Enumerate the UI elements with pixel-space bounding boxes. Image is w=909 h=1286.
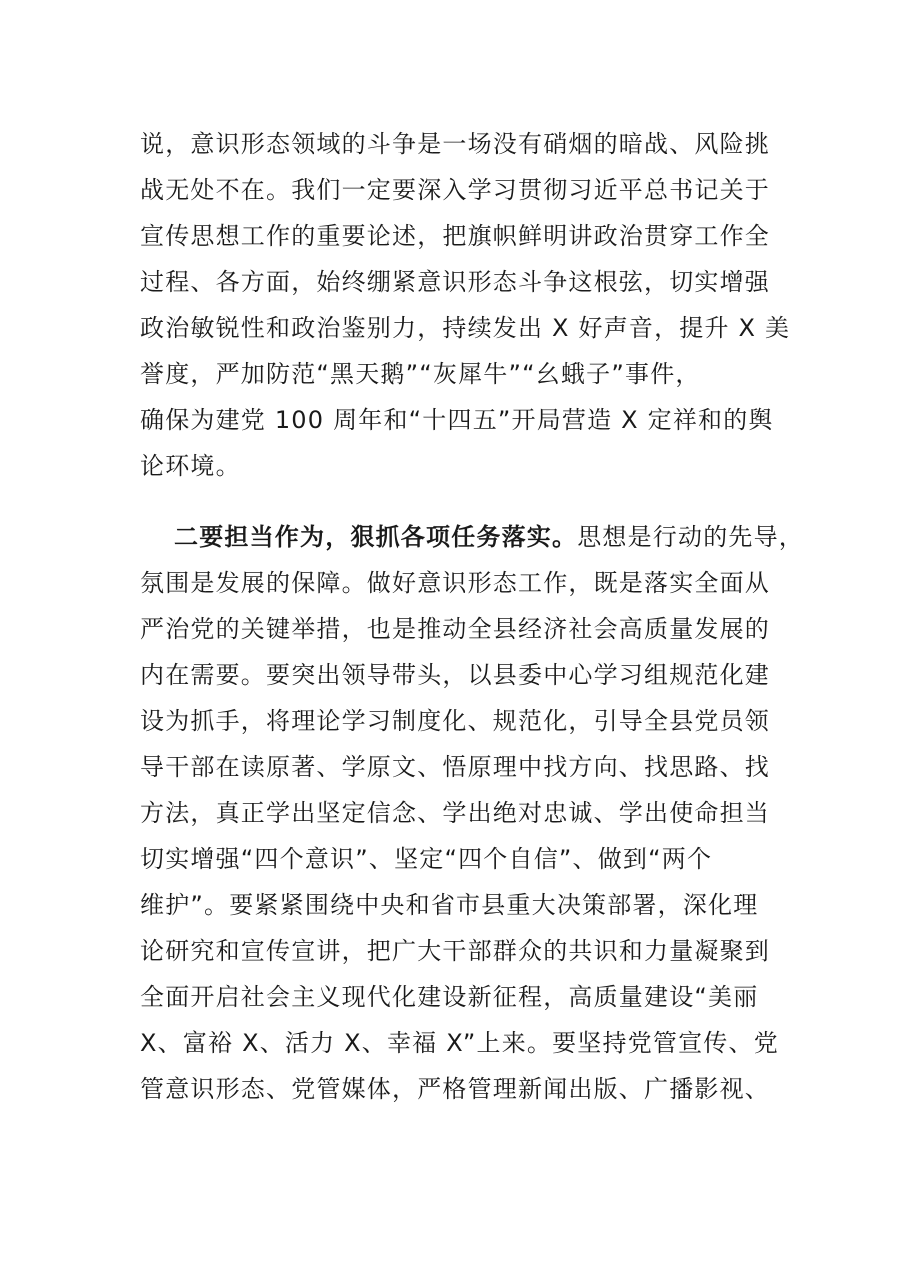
text-line: 管意识形态、党管媒体，严格管理新闻出版、广播影视、 xyxy=(140,1075,770,1103)
text-line: 严治党的关键举措，也是推动全县经济社会高质量发展的 xyxy=(140,615,770,643)
text-line: 氛围是发展的保障。做好意识形态工作，既是落实全面从 xyxy=(140,569,770,597)
text-line: 方法，真正学出坚定信念、学出绝对忠诚、学出使命担当 xyxy=(140,799,770,827)
text-line: 过程、各方面，始终绷紧意识形态斗争这根弦，切实增强 xyxy=(140,268,770,296)
text-line: 确保为建党 100 周年和“十四五”开局营造 X 定祥和的舆 xyxy=(140,406,774,434)
text-line: X、富裕 X、活力 X、幸福 X”上来。要坚持党管宣传、党 xyxy=(140,1029,779,1057)
text-line: 维护”。要紧紧围绕中央和省市县重大决策部署，深化理 xyxy=(140,891,759,919)
text-span: 思想是行动的先导， xyxy=(577,523,805,551)
text-line: 内在需要。要突出领导带头，以县委中心学习组规范化建 xyxy=(140,661,770,689)
text-line: 导干部在读原著、学原文、悟原理中找方向、找思路、找 xyxy=(140,753,770,781)
text-line: 说，意识形态领域的斗争是一场没有硝烟的暗战、风险挑 xyxy=(140,130,770,158)
text-line: 设为抓手，将理论学习制度化、规范化，引导全县党员领 xyxy=(140,707,770,735)
text-line: 论研究和宣传宣讲，把广大干部群众的共识和力量凝聚到 xyxy=(140,937,770,965)
text-line: 切实增强“四个意识”、坚定“四个自信”、做到“两个 xyxy=(140,845,713,873)
paragraph-heading: 二要担当作为，狠抓各项任务落实。 xyxy=(174,523,578,551)
paragraph-first-line xyxy=(174,517,814,557)
text-line: 宣传思想工作的重要论述，把旗帜鲜明讲政治贯穿工作全 xyxy=(140,222,770,250)
text-line: 政治敏锐性和政治鉴别力，持续发出 X 好声音，提升 X 美 xyxy=(140,314,791,342)
text-line: 全面开启社会主义现代化建设新征程，高质量建设“美丽 xyxy=(140,983,759,1011)
text-line: 誉度，严加防范“黑天鹅”“灰犀牛”“幺蛾子”事件， xyxy=(140,360,701,388)
text-line: 战无处不在。我们一定要深入学习贯彻习近平总书记关于 xyxy=(140,176,770,204)
text-line: 论环境。 xyxy=(140,452,241,480)
